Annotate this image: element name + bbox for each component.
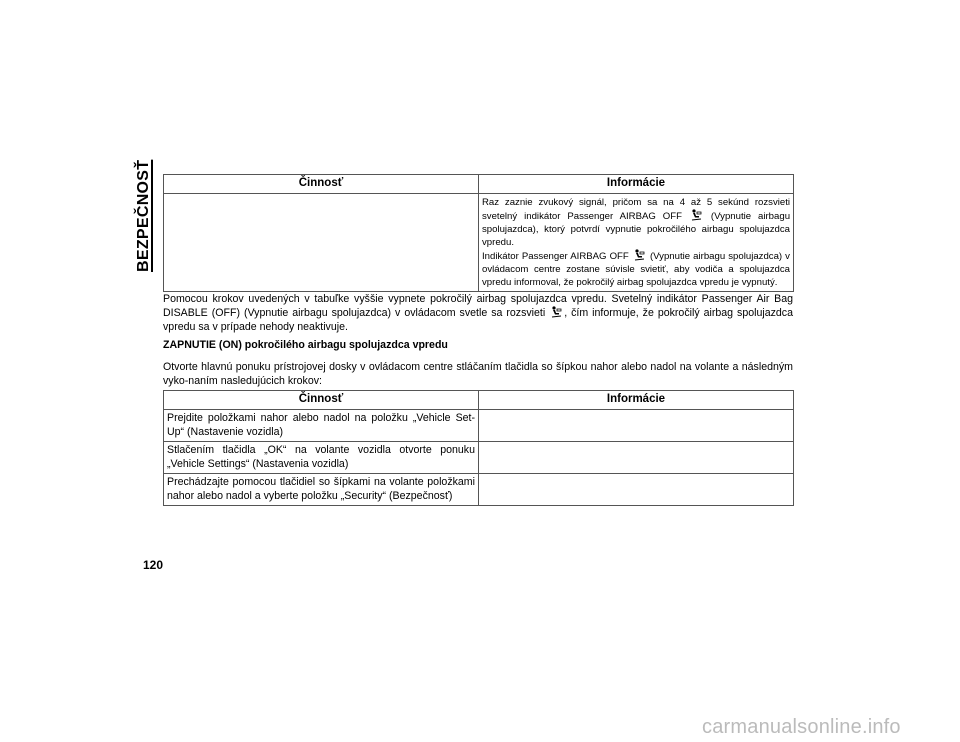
info-text-4: (Vypnutie airbagu spolujazdca) v ovládacom centre zostane súvisle svietiť, aby vodiča a spolujazdca vpredu informoval, že pokročilý airbag spolujazdca vpredu je vypnutý. xyxy=(482,251,790,288)
table-cell-action xyxy=(164,194,479,292)
paragraph-text-1: Pomocou krokov uvedených v tabuľke vyššie vypnete pokročilý airbag spolujazdca vpredu. Svetelný indikátor Passenger Air Bag DISABLE (OFF) (Vypnutie airbagu spolujazdca) v ovládacom svetle sa rozsvieti xyxy=(163,293,793,319)
table-row xyxy=(164,410,794,442)
section-heading: ZAPNUTIE (ON) pokročilého airbagu spolujazdca vpredu xyxy=(163,339,448,351)
table-row xyxy=(164,442,794,474)
table-header-row xyxy=(164,391,794,410)
info-text-1: Raz zaznie zvukový signál, pričom sa na 4 až 5 sekúnd rozsvieti svetelný indikátor Passenger AIRBAG OFF xyxy=(482,197,790,222)
column-header-action: Činnosť xyxy=(164,175,479,194)
passenger-airbag-off-icon xyxy=(691,209,702,221)
table-cell-info xyxy=(479,194,794,292)
table-header-row xyxy=(164,175,794,194)
table-cell-action: Stlačením tlačidla „OK“ na volante vozidla otvorte ponuku „Vehicle Settings“ (Nastavenia vozidla) xyxy=(164,442,479,474)
column-header-info: Informácie xyxy=(479,175,794,194)
table-cell-action: Prechádzajte pomocou tlačidiel so šípkami na volante položkami nahor alebo nadol a vyberte položku „Security“ (Bezpečnosť) xyxy=(164,474,479,506)
info-text-2: (Vypnutie airbagu spolujazdca), ktorý potvrdí vypnutie pokročilého airbagu spolujazdca vpredu. xyxy=(482,211,791,248)
info-text-3: Indikátor Passenger AIRBAG OFF xyxy=(482,251,629,262)
passenger-airbag-off-icon xyxy=(551,306,562,318)
table-row xyxy=(164,194,794,292)
watermark: carmanualsonline.info xyxy=(702,716,901,738)
table-cell-action: Prejdite položkami nahor alebo nadol na položku „Vehicle Set-Up“ (Nastavenie vozidla) xyxy=(164,410,479,442)
page-number: 120 xyxy=(143,558,164,572)
section-side-title: BEZPEČNOSŤ xyxy=(135,159,152,272)
passenger-airbag-off-icon xyxy=(634,249,645,261)
table-row xyxy=(164,474,794,506)
steps-table xyxy=(163,390,794,506)
paragraph-disable-info xyxy=(163,292,793,334)
table-cell-info xyxy=(479,442,794,474)
column-header-action: Činnosť xyxy=(164,391,479,410)
table-cell-info xyxy=(479,410,794,442)
paragraph-text-2: , čím informuje, že pokročilý airbag spolujazdca vpredu sa v prípade nehody neaktivuje. xyxy=(163,307,793,333)
column-header-info: Informácie xyxy=(479,391,794,410)
paragraph-instructions: Otvorte hlavnú ponuku prístrojovej dosky v ovládacom centre stláčaním tlačidla so šípkou nahor alebo nadol na volante a následným vyko-naním nasledujúcich krokov: xyxy=(163,361,793,387)
table-cell-info xyxy=(479,474,794,506)
info-table-top xyxy=(163,174,794,292)
